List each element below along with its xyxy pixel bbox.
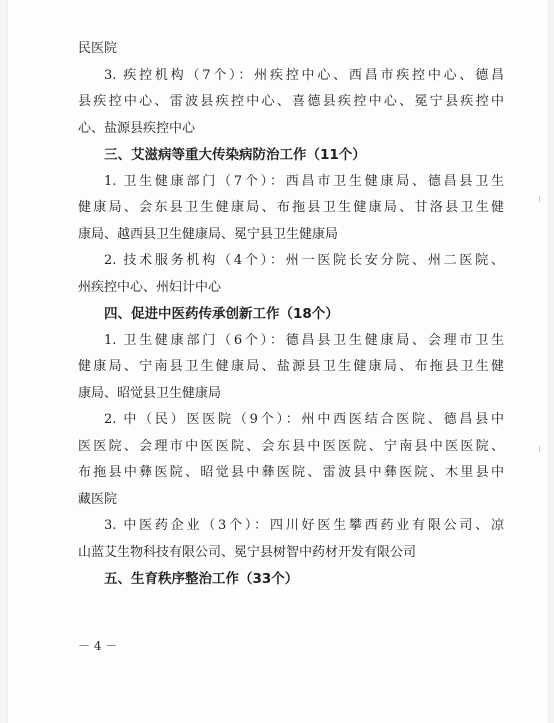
list-item-first-line: 3. 疾控机构（7个）：州疾控中心、西昌市疾控中心、德昌 — [104, 67, 504, 83]
text-line: 心、盐源县疾控中心 — [78, 120, 196, 136]
section-heading: 三、艾滋病等重大传染病防治工作（11个） — [104, 147, 366, 163]
text-line: 健康局、宁南县卫生健康局、盐源县卫生健康局、布拖县卫生健 — [78, 359, 504, 374]
document-page — [8, 0, 548, 723]
text-line: 州疾控中心、州妇计中心 — [78, 279, 222, 295]
section-heading: 五、生育秩序整治工作（33个） — [104, 571, 299, 587]
text-line: 健康局、会东县卫生健康局、布拖县卫生健康局、甘洛县卫生健 — [78, 200, 504, 215]
text-line: 医医院、会理市中医医院、会东县中医医院、宁南县中医医院、 — [78, 438, 504, 454]
list-item-first-line: 1. 卫生健康部门（7个）：西昌市卫生健康局、德昌县卫生 — [104, 173, 504, 189]
text-line: 山蓝艾生物科技有限公司、冕宁县树智中药材开发有限公司 — [78, 544, 417, 560]
text-line: 布拖县中彝医院、昭觉县中彝医院、雷波县中彝医院、木里县中 — [78, 465, 504, 480]
list-item-first-line: 3. 中医药企业（3个）：四川好医生攀西药业有限公司、凉 — [104, 518, 504, 533]
text-line: 县疾控中心、雷波县疾控中心、喜德县疾控中心、冕宁县疾控中 — [78, 94, 504, 109]
list-item-first-line: 1. 卫生健康部门（6个）：德昌县卫生健康局、会理市卫生 — [104, 332, 504, 348]
text-line: 藏医院 — [78, 491, 118, 507]
section-heading: 四、促进中医药传承创新工作（18个） — [104, 306, 339, 322]
scan-edge-mark — [539, 196, 540, 202]
list-item-first-line: 2. 技术服务机构（4个）：州一医院长安分院、州二医院、 — [104, 253, 504, 268]
text-line: 康局、昭觉县卫生健康局 — [78, 385, 222, 401]
list-item-first-line: 2. 中（民）医医院（9个）：州中西医结合医院、德昌县中 — [104, 412, 504, 427]
text-line: 康局、越西县卫生健康局、冕宁县卫生健康局 — [78, 226, 339, 242]
document-body — [78, 36, 504, 593]
page-number: － 4 － — [78, 639, 118, 653]
text-line: 民医院 — [78, 41, 118, 56]
scan-edge-mark — [539, 446, 540, 452]
